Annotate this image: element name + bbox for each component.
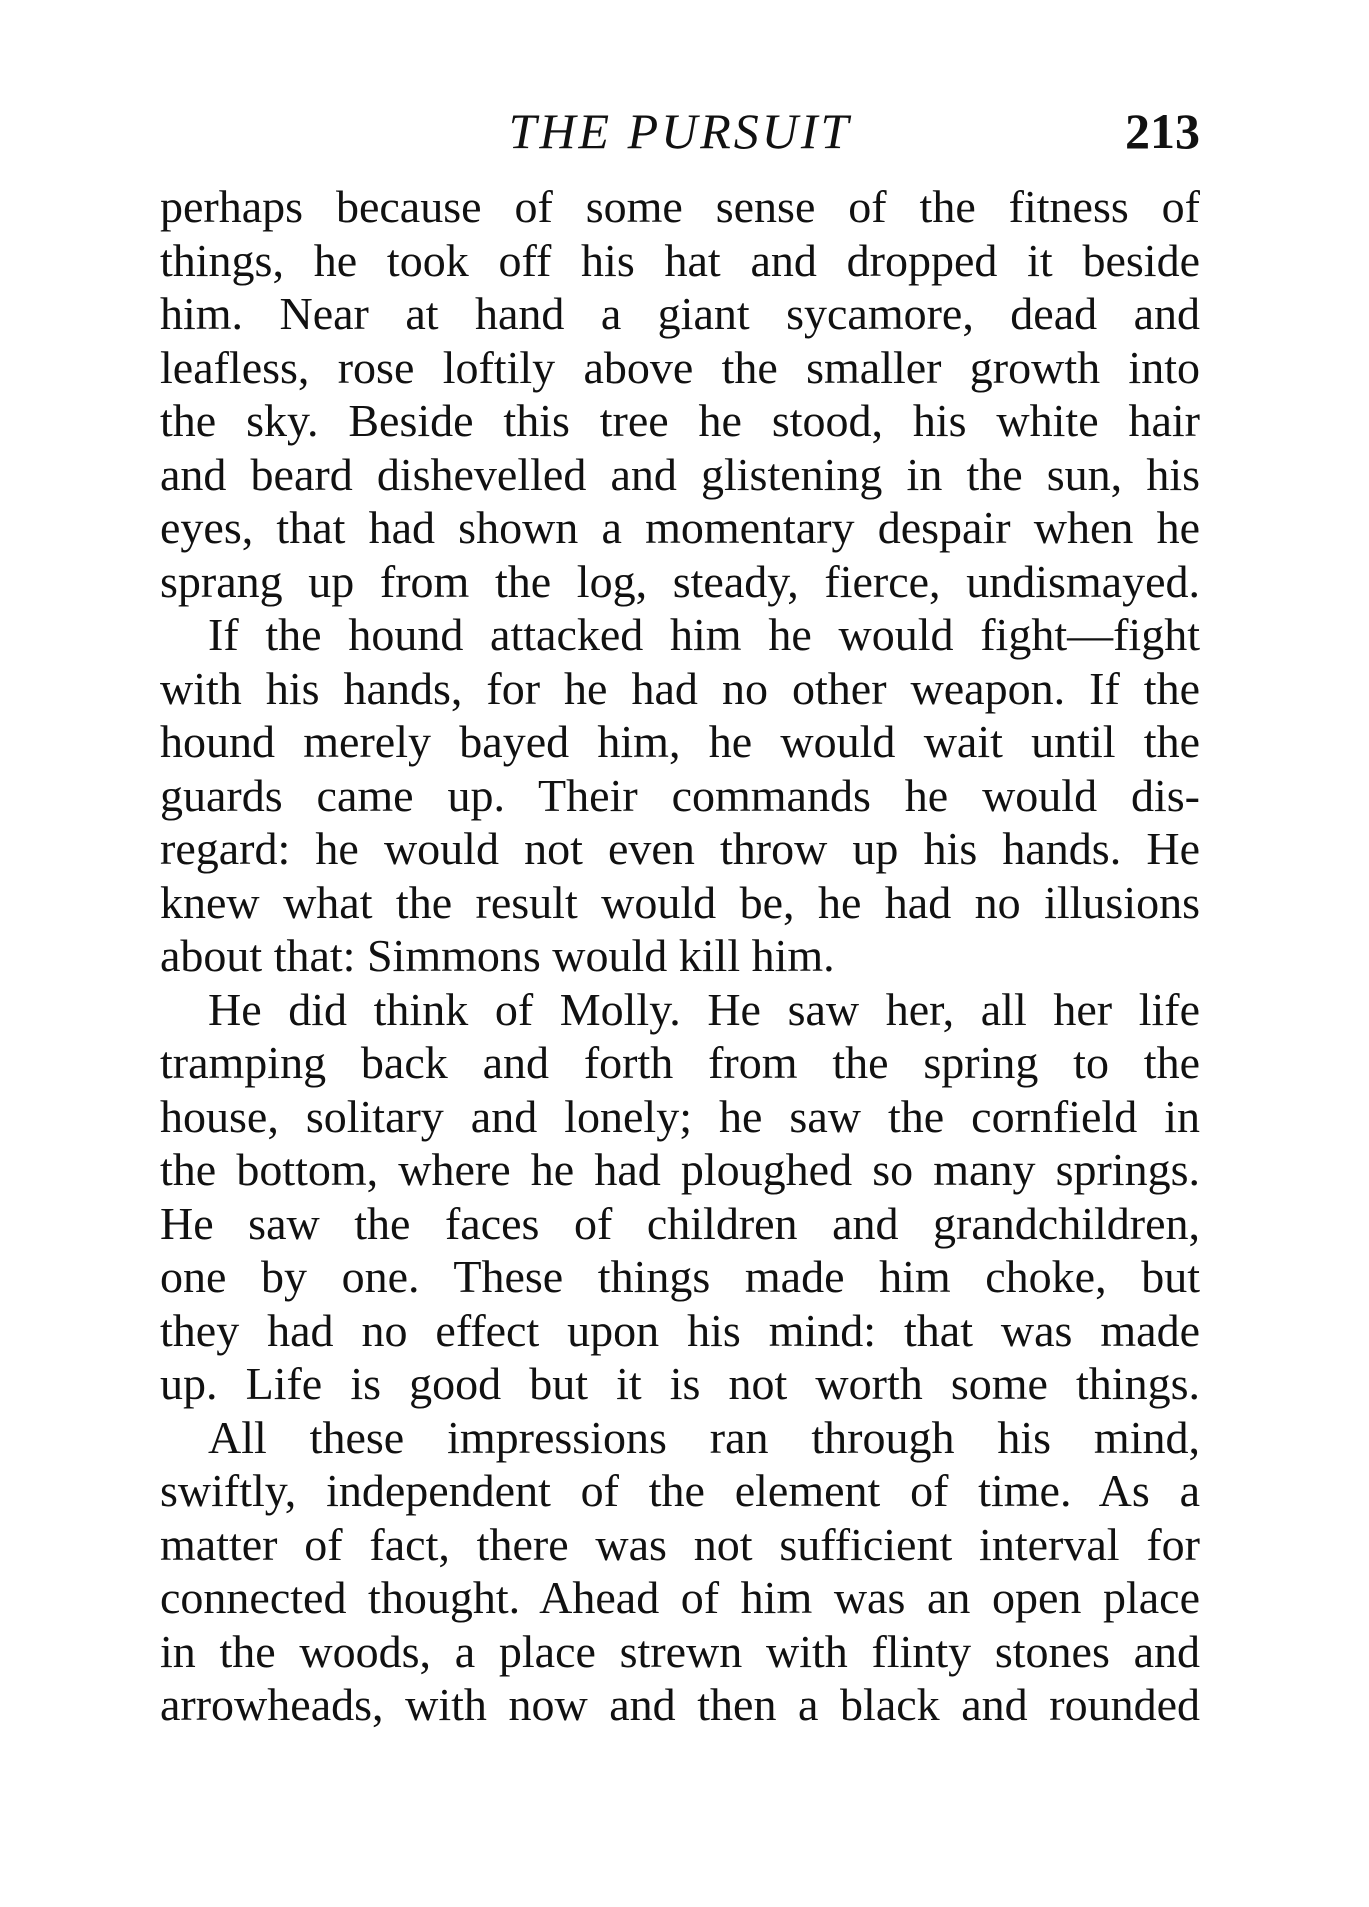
text-line: He saw the faces of children and grandchildren, <box>160 1197 1200 1249</box>
text-line: things, he took off his hat and dropped it beside <box>160 234 1200 286</box>
page-number: 213 <box>1125 103 1200 159</box>
body-text <box>160 180 1200 1732</box>
text-line: tramping back and forth from the spring to the <box>160 1037 1200 1088</box>
text-line: with his hands, for he had no other weapon. If the <box>160 662 1200 714</box>
text-line: All these impressions ran through his mind, <box>208 1411 1200 1463</box>
text-line: they had no effect upon his mind: that was made <box>160 1304 1200 1356</box>
text-line: swiftly, independent of the element of time. As a <box>160 1465 1200 1516</box>
text-line: about that: Simmons would kill him. <box>160 930 835 981</box>
text-line: guards came up. Their commands he would dis- <box>160 769 1200 821</box>
text-line: house, solitary and lonely; he saw the cornfield in <box>160 1090 1200 1142</box>
text-line: hound merely bayed him, he would wait until the <box>160 716 1200 767</box>
text-line: If the hound attacked him he would fight—fight <box>208 609 1200 660</box>
text-line: leafless, rose loftily above the smaller growth into <box>160 341 1200 393</box>
running-head <box>160 96 1200 166</box>
text-line: knew what the result would be, he had no illusions <box>160 876 1200 928</box>
paragraph-2 <box>160 608 1200 983</box>
text-line: perhaps because of some sense of the fitness of <box>160 181 1200 232</box>
text-line: He did think of Molly. He saw her, all her life <box>208 983 1200 1035</box>
text-line: sprang up from the log, steady, fierce, undismayed. <box>160 555 1200 607</box>
running-title: THE PURSUIT <box>508 103 852 159</box>
text-line: the sky. Beside this tree he stood, his white hair <box>160 395 1200 446</box>
text-line: matter of fact, there was not sufficient interval for <box>160 1518 1200 1570</box>
text-line: eyes, that had shown a momentary despair when he <box>160 502 1200 553</box>
text-line: arrowheads, with now and then a black and rounded <box>160 1679 1200 1730</box>
text-line: one by one. These things made him choke, but <box>160 1251 1200 1302</box>
text-line: and beard dishevelled and glistening in the sun, his <box>160 448 1200 500</box>
text-line: up. Life is good but it is not worth some things. <box>160 1358 1200 1409</box>
text-line: in the woods, a place strewn with flinty stones and <box>160 1625 1200 1677</box>
text-line: regard: he would not even throw up his hands. He <box>160 823 1200 874</box>
paragraph-3 <box>160 983 1200 1411</box>
text-line: him. Near at hand a giant sycamore, dead and <box>160 288 1200 339</box>
paragraph-1 <box>160 180 1200 608</box>
text-line: the bottom, where he had ploughed so many springs. <box>160 1144 1200 1195</box>
text-line: connected thought. Ahead of him was an open place <box>160 1572 1200 1623</box>
paragraph-4 <box>160 1411 1200 1732</box>
